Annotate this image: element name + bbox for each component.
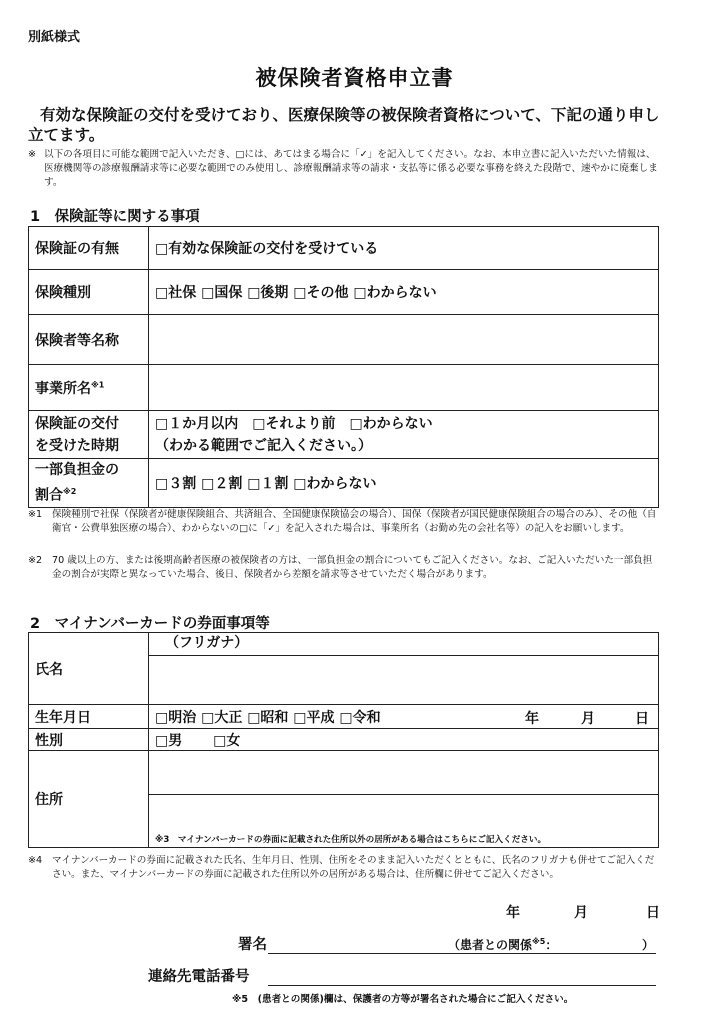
relation-colon: ： <box>545 938 558 952</box>
label-issued-line2: を受けた時期 <box>35 437 119 454</box>
issued-options-line1[interactable]: □１か月以内 □それより前 □わからない <box>155 415 433 432</box>
issued-options-line2: （わかる範囲でご記入ください。） <box>155 437 372 454</box>
address-cell <box>149 751 659 848</box>
insurance-type-options[interactable]: □社保 □国保 □後期 □その他 □わからない <box>149 270 659 315</box>
note-1-mark: ※1 <box>28 509 43 520</box>
mynumber-table <box>28 632 659 848</box>
furigana-field[interactable] <box>149 633 658 656</box>
note-2-mark: ※2 <box>28 555 43 566</box>
name-cell <box>149 633 659 705</box>
note-1-text: 保険種別で社保（保険者が健康保険組合、共済組合、全国健康保険協会の場合）、国保（保険者が国民健康保険組合の場合のみ）、その他（自衛官・公費単独医療の場合）、わからないの□に「✓」を記入された場合は、事業所名（お勤め先の会社名等）の記入をお願いします。 <box>52 509 657 534</box>
label-copay-line1: 一部負担金の <box>35 462 119 478</box>
copay-options[interactable]: □３割 □２割 □１割 □わからない <box>149 459 659 508</box>
phone-row <box>148 965 656 987</box>
intro-note <box>28 148 658 190</box>
birth-cell <box>149 705 659 729</box>
relation-label <box>448 936 557 953</box>
furigana-label: （フリガナ） <box>165 635 249 651</box>
date-month-label: 月 <box>574 905 588 921</box>
relation-close: ） <box>641 938 654 952</box>
form-kind-label: 別紙様式 <box>28 30 81 45</box>
note-4 <box>28 854 660 882</box>
lead-text: 有効な保険証の交付を受けており、医療保険等の被保険者資格について、下記の通り申し立てます。 <box>28 106 660 144</box>
era-options[interactable]: □明治 □大正 □昭和 □平成 □令和 <box>155 709 381 726</box>
note-4-mark: ※4 <box>28 855 43 866</box>
note-2-text: 70 歳以上の方、または後期高齢者医療の被保険者の方は、一部負担金の割合についてもご記入ください。なお、ご記入いただいた一部負担金の割合が実際と異なっていた場合、後日、保険者から差額を請求等させていただく場合があります。 <box>52 555 653 580</box>
sex-female-checkbox[interactable]: □女 <box>213 732 241 749</box>
section2-heading: 2 マイナンバーカードの券面事項等 <box>30 616 270 632</box>
address-field[interactable] <box>149 751 658 795</box>
sex-cell <box>149 729 659 751</box>
note-2 <box>28 554 660 582</box>
intro-note-mark: ※ <box>28 149 37 160</box>
residence-field[interactable] <box>149 795 658 847</box>
phone-field[interactable] <box>268 965 656 986</box>
label-copay-sup: ※2 <box>63 487 77 496</box>
footer-date <box>506 902 658 922</box>
office-field[interactable] <box>149 365 659 411</box>
label-address: 住所 <box>29 751 149 848</box>
note-1 <box>28 508 660 536</box>
label-copay-line2: 割合 <box>35 487 63 504</box>
signature-row <box>238 933 656 955</box>
signature-label: 署名 <box>238 937 267 953</box>
insurance-table <box>28 226 659 508</box>
issued-options[interactable] <box>149 411 659 459</box>
label-issued <box>29 411 149 459</box>
checkbox-valid-card[interactable]: □有効な保険証の交付を受けている <box>149 227 659 270</box>
birth-year-label: 年 <box>525 711 539 727</box>
insurer-field[interactable] <box>149 315 659 365</box>
label-issued-line1: 保険証の交付 <box>35 415 119 432</box>
label-insurer: 保険者等名称 <box>29 315 149 365</box>
note-4-text: マイナンバーカードの券面に記載された氏名、生年月日、性別、住所をそのまま記入いただくとともに、氏名のフリガナも併せてご記入ください。また、マイナンバーカードの券面に記載された住所以外の居所がある場合は、住所欄に併せてご記入ください。 <box>52 855 655 880</box>
label-copay-line2-wrap <box>35 481 142 507</box>
date-day-label: 日 <box>646 905 660 921</box>
address-note: ※3 マイナンバーカードの券面に記載された住所以外の居所がある場合はこちらにご記入ください。 <box>155 835 547 845</box>
section1-heading: 1 保険証等に関する事項 <box>30 209 200 225</box>
label-sex: 性別 <box>29 729 149 751</box>
birth-month-label: 月 <box>581 711 595 727</box>
phone-label: 連絡先電話番号 <box>148 969 250 985</box>
relation-open: （患者との関係 <box>448 938 533 952</box>
label-name: 氏名 <box>29 633 149 705</box>
label-copay <box>29 459 149 508</box>
label-valid: 保険証の有無 <box>29 227 149 270</box>
label-birth: 生年月日 <box>29 705 149 729</box>
note-5: ※5 (患者との関係)欄は、保護者の方等が署名された場合にご記入ください。 <box>232 994 574 1005</box>
name-field[interactable] <box>149 656 658 704</box>
birth-day-label: 日 <box>635 711 649 727</box>
intro-note-text: 以下の各項目に可能な範囲で記入いただき、□には、あてはまる場合に「✓」を記入してください。なお、本申立書に記入いただいた情報は、医療機関等の診療報酬請求等に必要な範囲でのみ使用し、診療報酬請求等の請求・支払等に係る必要な事務を終えた段階で、速やかに廃棄します。 <box>44 149 658 188</box>
relation-sup: ※5 <box>532 937 546 946</box>
label-insurance-type: 保険種別 <box>29 270 149 315</box>
label-office-text: 事業所名 <box>35 380 91 397</box>
label-office <box>29 365 149 411</box>
page-title: 被保険者資格申立書 <box>255 66 454 90</box>
label-office-sup: ※1 <box>91 379 105 389</box>
date-year-label: 年 <box>506 905 520 921</box>
sex-male-checkbox[interactable]: □男 <box>155 732 183 749</box>
